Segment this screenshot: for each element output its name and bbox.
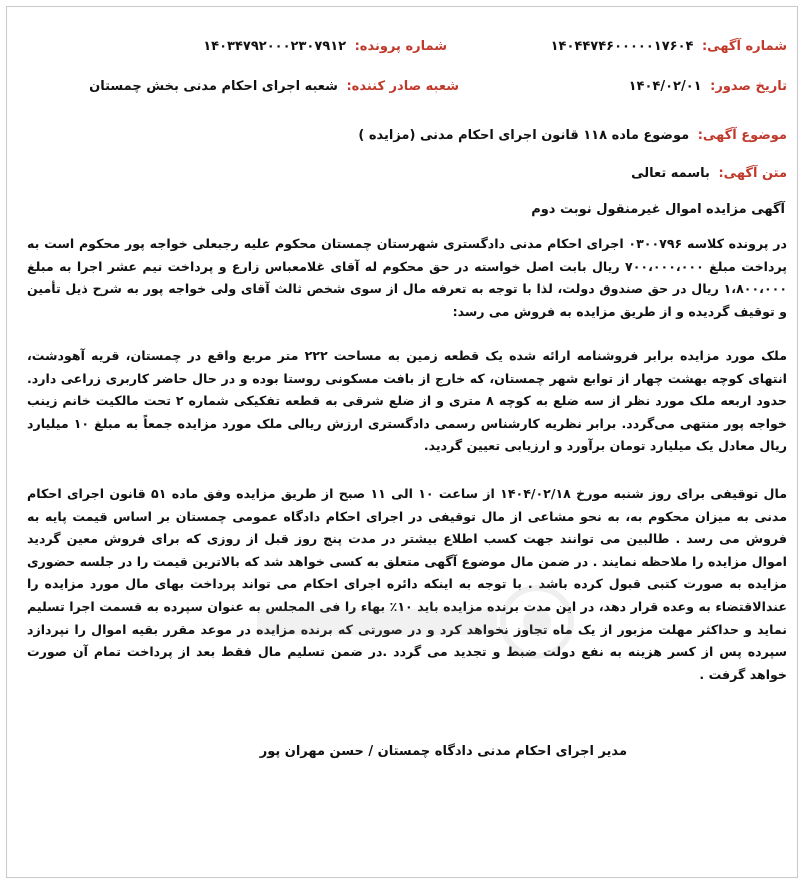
paragraph-2: ملک مورد مزایده برابر فروشنامه ارائه شده یک قطعه زمین به مساحت ۲۲۲ متر مربع واقع در چمستان، قریه آهودشت، انتهای کوچه بهشت چهار از توابع شهر چمستان، که خارج از بافت مسکونی روستا بوده و در حال حاضر کاربری زراعی دارد. حدود اربعه ملک مورد نظر از سه ضلع به کوچه ۸ متری و از ضلع شرقی به قطعه تفکیکی شماره ۲ تحت مالکیت خانم زینب خواجه پور منتهی می‌گردد. برابر نظریه کارشناس رسمی دادگستری ارزش ریالی ملک مورد مزایده جمعاً به مبلغ ۱۰ میلیارد ریال معادل یک میلیارد تومان برآورد و ارزیابی تعیین گردید.: [27, 348, 788, 454]
ad-text-label: متن آگهی:: [718, 166, 787, 181]
ad-number-value: ۱۴۰۴۴۷۴۶۰۰۰۰۰۱۷۶۰۴: [550, 39, 694, 54]
issue-date-value: ۱۴۰۴/۰۲/۰۱: [628, 79, 702, 94]
ad-number-label: شماره آگهی:: [701, 39, 787, 54]
subject-label: موضوع آگهی:: [697, 128, 787, 143]
subject-value: موضوع ماده ۱۱۸ قانون اجرای احکام مدنی (مزایده ): [358, 128, 690, 143]
issuer-field: [89, 79, 459, 94]
issuer-value: شعبه اجرای احکام مدنی بخش چمستان: [89, 79, 338, 94]
paragraph-1: در پرونده کلاسه ۰۳۰۰۷۹۶ اجرای احکام مدنی دادگستری شهرستان چمستان محکوم علیه رجبعلی خواجه پور محکوم است به پرداخت مبلغ ۷۰۰،۰۰۰،۰۰۰ ریال بابت اصل خواسته در حق محکوم له آقای غلامعباس زارع و پرداخت نیم عشر اجرا به مبلغ ۱،۸۰۰،۰۰۰ ریال در حق صندوق دولت، لذا با توجه به تعرفه مال از سوی شخص ثالث آقای ولی خواجه پور به شرح ذیل تأمین و توقیف گردیده و از طریق مزایده به فروش می رسد:: [27, 236, 788, 319]
issuer-label: شعبه صادر کننده:: [346, 79, 459, 94]
ad-number-field: [551, 39, 787, 54]
ad-text-field: [631, 166, 787, 181]
signature: مدیر اجرای احکام مدنی دادگاه چمستان / حسن مهران پور: [259, 744, 627, 759]
issue-date-field: [629, 79, 787, 94]
subject-field: [358, 128, 787, 143]
case-number-field: [203, 39, 447, 54]
notice-frame: [6, 6, 798, 878]
paragraph-3: مال توقیفی برای روز شنبه مورخ ۱۴۰۴/۰۲/۱۸ از ساعت ۱۰ الی ۱۱ صبح از طریق مزایده وفق ماده ۵۱ قانون اجرای احکام مدنی به میزان محکوم به، به نحو مشاعی از مال توقیفی در اجرای احکام دادگاه عمومی چمستان بر اساس قیمت پایه به فروش می رسد . طالبین می توانند جهت کسب اطلاع بیشتر در مدت پنج روز قبل از روزی که برای فروش معین گردید اموال مزایده را ملاحظه نمایند . در ضمن مال موضوع آگهی متعلق به کسی خواهد شد که بالاترین قیمت را در جلسه حضوری مزایده به صورت کتبی قبول کرده باشد . با توجه به اینکه دائره اجرای احکام می تواند پرداخت بهای مال مورد مزایده را عندالاقتضاء به وعده قرار دهد، در این مدت برنده مزایده باید ۱۰٪ بهاء را فی المجلس به عنوان سپرده به قسمت اجرا تسلیم نماید و حداکثر مهلت مزبور از یک ماه تجاوز نخواهد کرد و در صورتی که برنده مزایده در موعد مقرر بقیه اموال را نپردازد سپرده پس از کسر هزینه به نفع دولت ضبط و تجدید می گردد .در ضمن تسلیم مال فقط بعد از پرداخت تمام آن صورت خواهد گرفت .: [27, 486, 788, 682]
issue-date-label: تاریخ صدور:: [710, 79, 787, 94]
case-number-label: شماره پرونده:: [354, 39, 447, 54]
notice-title: آگهی مزایده اموال غیرمنقول نوبت دوم: [531, 202, 785, 217]
case-number-value: ۱۴۰۳۴۷۹۲۰۰۰۲۳۰۷۹۱۲: [203, 39, 347, 54]
ad-text-value: باسمه تعالی: [631, 166, 710, 181]
